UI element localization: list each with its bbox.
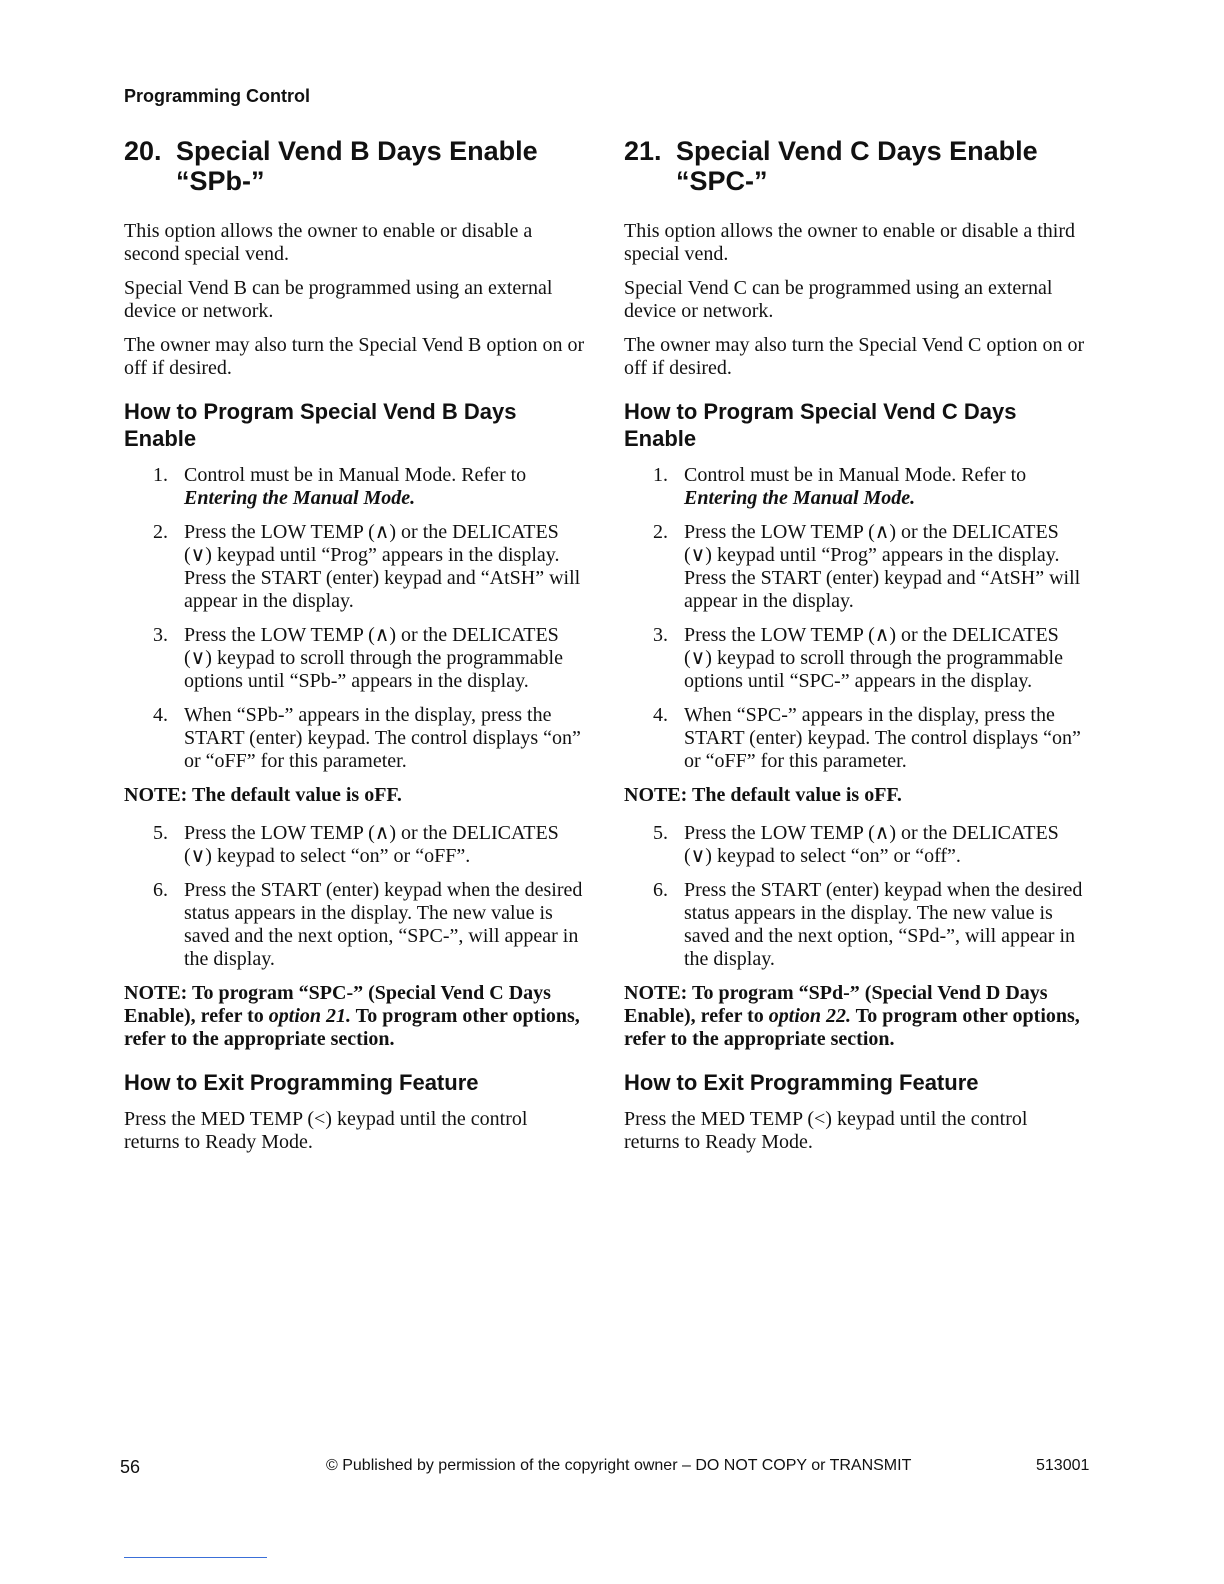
step-text: Press the LOW TEMP (∧) or the DELICATES (∨) keypad to select “on” or “off”. (684, 822, 1059, 867)
document-number: 513001 (1036, 1457, 1090, 1474)
section-title-line1: Special Vend C Days Enable (676, 136, 1038, 166)
step-text: Control must be in Manual Mode. Refer to (184, 464, 527, 486)
step-text: Press the LOW TEMP (∧) or the DELICATES (∨) keypad to select “on” or “oFF”. (184, 822, 559, 867)
exit-heading: How to Exit Programming Feature (124, 1070, 479, 1095)
step-number: 6. (653, 879, 668, 901)
cross-reference: Entering the Manual Mode. (184, 487, 416, 509)
exit-heading: How to Exit Programming Feature (624, 1070, 979, 1095)
intro-paragraph: The owner may also turn the Special Vend C option on or off if desired. (624, 334, 1085, 379)
intro-paragraph: The owner may also turn the Special Vend B option on or off if desired. (124, 334, 585, 379)
section-left (124, 136, 586, 1165)
step-number: 2. (153, 521, 168, 543)
step-number: 5. (653, 822, 668, 844)
exit-paragraph: Press the MED TEMP (<) keypad until the control returns to Ready Mode. (624, 1108, 1028, 1153)
step-number: 3. (653, 624, 668, 646)
step-item (624, 879, 1086, 971)
intro-paragraph: Special Vend B can be programmed using an external device or network. (124, 277, 553, 322)
howto-heading: How to Program Special Vend C Days Enable (624, 399, 1017, 451)
step-number: 4. (653, 704, 668, 726)
step-text: Press the START (enter) keypad when the desired status appears in the display. The new value is saved and the next option, “SPC-”, will appear in the display. (184, 879, 583, 970)
bottom-divider (124, 1557, 267, 1558)
option-reference: option 22. (768, 1005, 852, 1027)
exit-paragraph: Press the MED TEMP (<) keypad until the control returns to Ready Mode. (124, 1108, 528, 1153)
step-item (124, 704, 586, 773)
step-item (624, 464, 1086, 510)
step-item (124, 822, 586, 868)
section-title (124, 136, 586, 196)
steps-list (124, 464, 586, 773)
step-text: Press the LOW TEMP (∧) or the DELICATES (∨) keypad to scroll through the programmable options until “SPC-” appears in the display. (684, 624, 1063, 692)
step-item (624, 624, 1086, 693)
step-text: Press the LOW TEMP (∧) or the DELICATES (∨) keypad until “Prog” appears in the display. Press the START (enter) keypad and “AtSH” will appear in the display. (184, 521, 581, 612)
step-item (624, 704, 1086, 773)
step-number: 5. (153, 822, 168, 844)
copyright-notice: © Published by permission of the copyright owner – DO NOT COPY or TRANSMIT (326, 1457, 912, 1474)
section-number: 20. (124, 136, 162, 166)
step-text: Press the LOW TEMP (∧) or the DELICATES (∨) keypad until “Prog” appears in the display. Press the START (enter) keypad and “AtSH” will appear in the display. (684, 521, 1081, 612)
step-text: When “SPC-” appears in the display, press the START (enter) keypad. The control displays “on” or “oFF” for this parameter. (684, 704, 1081, 772)
steps-list (624, 464, 1086, 773)
step-number: 4. (153, 704, 168, 726)
intro-paragraph: This option allows the owner to enable or disable a third special vend. (624, 220, 1076, 265)
step-item (124, 624, 586, 693)
note-next-option: NOTE: To program “SPd-” (Special Vend D Days Enable), refer to option 22. To program other options, refer to the appropriate section. (624, 982, 1080, 1050)
section-number: 21. (624, 136, 662, 166)
step-item (624, 822, 1086, 868)
section-title-code: “SPb-” (176, 166, 265, 196)
note-next-option: NOTE: To program “SPC-” (Special Vend C Days Enable), refer to option 21. To program other options, refer to the appropriate section. (124, 982, 580, 1050)
step-number: 3. (153, 624, 168, 646)
step-text: Control must be in Manual Mode. Refer to (684, 464, 1027, 486)
intro-paragraph: This option allows the owner to enable or disable a second special vend. (124, 220, 533, 265)
steps-list (624, 822, 1086, 971)
section-title-line1: Special Vend B Days Enable (176, 136, 538, 166)
step-item (624, 521, 1086, 613)
note-default-value: NOTE: The default value is oFF. (124, 784, 402, 806)
step-number: 2. (653, 521, 668, 543)
section-title (624, 136, 1086, 196)
step-text: When “SPb-” appears in the display, press the START (enter) keypad. The control displays “on” or “oFF” for this parameter. (184, 704, 581, 772)
step-number: 1. (153, 464, 168, 486)
step-text: Press the LOW TEMP (∧) or the DELICATES (∨) keypad to scroll through the programmable options until “SPb-” appears in the display. (184, 624, 563, 692)
section-title-code: “SPC-” (676, 166, 768, 196)
step-number: 6. (153, 879, 168, 901)
step-item (124, 521, 586, 613)
step-item (124, 464, 586, 510)
option-reference: option 21. (268, 1005, 352, 1027)
step-number: 1. (653, 464, 668, 486)
running-head: Programming Control (124, 86, 311, 106)
steps-list (124, 822, 586, 971)
intro-paragraph: Special Vend C can be programmed using an external device or network. (624, 277, 1053, 322)
howto-heading: How to Program Special Vend B Days Enable (124, 399, 517, 451)
page-number: 56 (120, 1457, 141, 1477)
section-right (624, 136, 1086, 1165)
cross-reference: Entering the Manual Mode. (684, 487, 916, 509)
note-default-value: NOTE: The default value is oFF. (624, 784, 902, 806)
step-item (124, 879, 586, 971)
step-text: Press the START (enter) keypad when the desired status appears in the display. The new value is saved and the next option, “SPd-”, will appear in the display. (684, 879, 1083, 970)
